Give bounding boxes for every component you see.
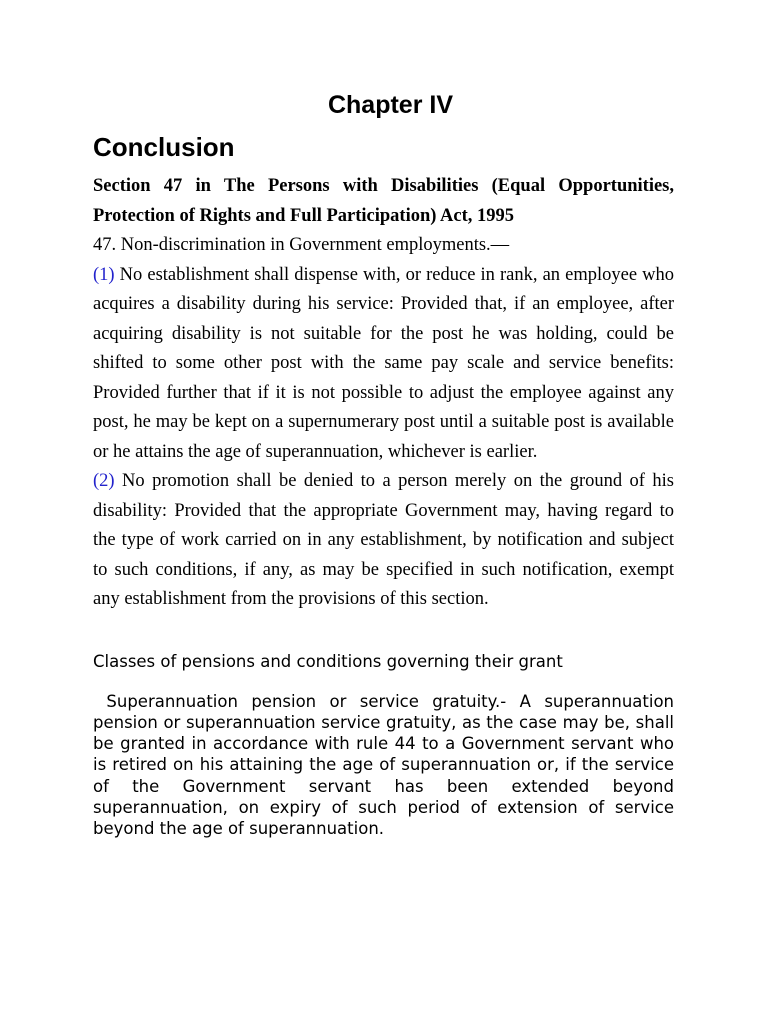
clause-2-text: No promotion shall be denied to a person merely on the ground of his disability: Provided that the appropriate Government may, having regard to the type of work carried on in any establishment, by notification and subject to such conditions, if any, as may be specified in such notification, exempt any establishment from the provisions of this section. [93, 471, 674, 609]
section-subtitle: 47. Non-discrimination in Government employments.— [93, 235, 510, 255]
section-title: Section 47 in The Persons with Disabilities (Equal Opportunities, Protection of Rights and Full Participation) Act, 1995 [93, 176, 674, 226]
conclusion-heading: Conclusion [93, 132, 235, 162]
clause-1 [93, 261, 674, 468]
document-page [93, 88, 674, 840]
clause-2-number[interactable]: (2) [93, 471, 115, 491]
chapter-title: Chapter IV [327, 91, 454, 119]
clause-1-number[interactable]: (1) [93, 264, 115, 285]
pension-body: Superannuation pension or service gratuity.- A superannuation pension or superannuation service gratuity, as the case may be, shall be granted in accordance with rule 44 to a Government servant who is retired on his attaining the age of superannuation or, if the service of the Government servant has been extended beyond superannuation, on expiry of such period of extension of service beyond the age of superannuation. [93, 691, 674, 839]
pension-heading: Classes of pensions and conditions governing their grant [93, 651, 563, 671]
clause-2 [93, 467, 674, 615]
clause-1-text: No establishment shall dispense with, or reduce in rank, an employee who acquires a disability during his service: Provided that, if an employee, after acquiring disability is not suitable for the post he was holding, could be shifted to some other post with the same pay scale and service benefits: Provided further that if it is not possible to adjust the employee against any post, he may be kept on a supernumerary post until a suitable post is available or he attains the age of superannuation, whichever is earlier. [93, 264, 674, 462]
